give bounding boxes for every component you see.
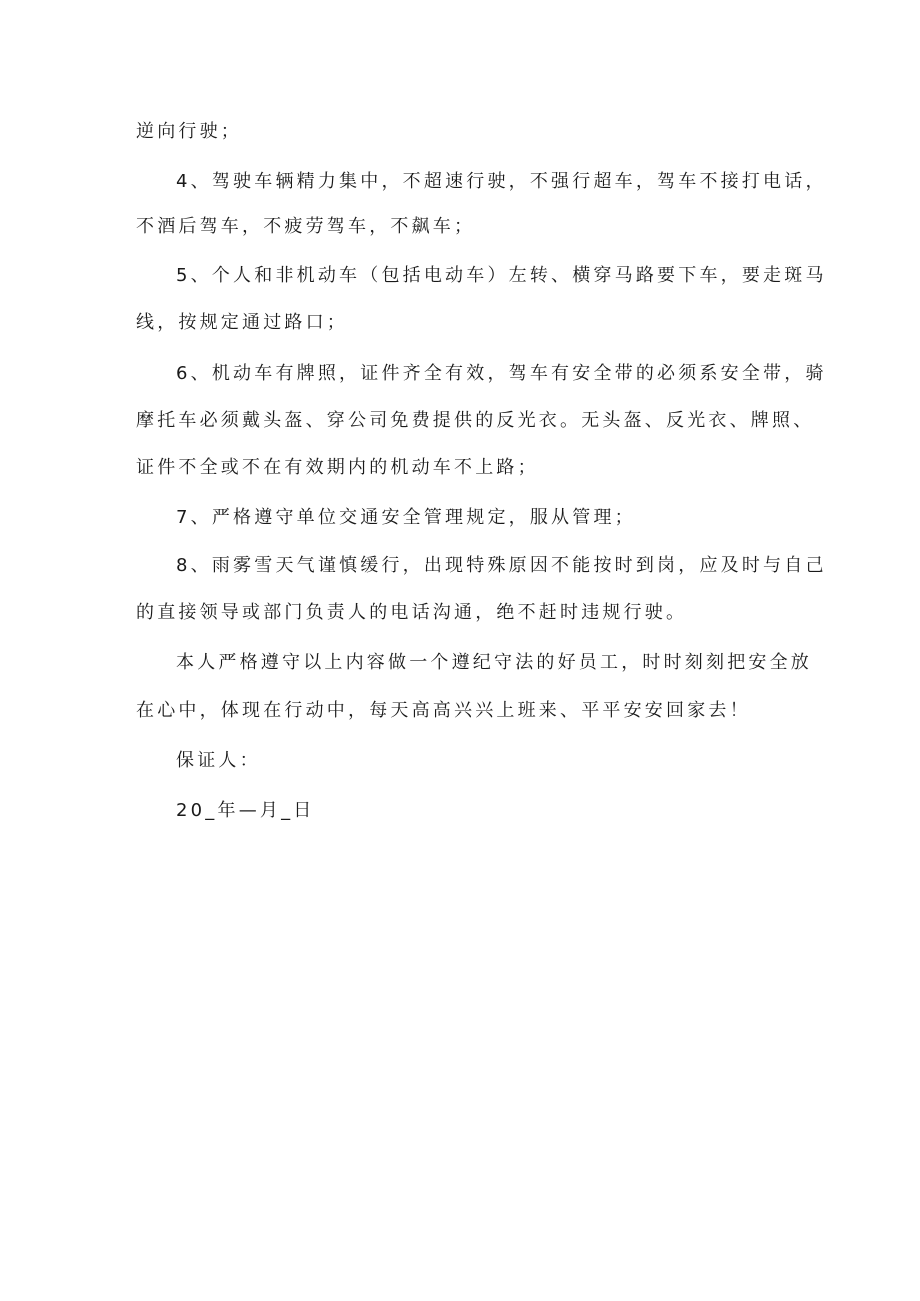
rule-4-line-1: 4、驾驶车辆精力集中，不超速行驶，不强行超车，驾车不接打电话， — [176, 171, 827, 192]
pledge-line-2: 在心中，体现在行动中，每天高高兴兴上班来、平平安安回家去！ — [136, 700, 751, 721]
pledge-line-1: 本人严格遵守以上内容做一个遵纪守法的好员工，时时刻刻把安全放 — [176, 652, 812, 673]
rule-8-line-2: 的直接领导或部门负责人的电话沟通，绝不赶时违规行驶。 — [136, 602, 688, 623]
rule-6-line-2: 摩托车必须戴头盔、穿公司免费提供的反光衣。无头盔、反光衣、牌照、 — [136, 410, 815, 431]
text-line-continuation: 逆向行驶； — [136, 121, 242, 142]
rule-6-line-3: 证件不全或不在有效期内的机动车不上路； — [136, 457, 539, 478]
guarantor-label: 保证人： — [176, 750, 261, 771]
rule-5-line-1: 5、个人和非机动车（包括电动车）左转、横穿马路要下车，要走斑马 — [176, 265, 827, 286]
date-line: 20_年—月_日 — [176, 800, 315, 821]
rule-4-line-2: 不酒后驾车，不疲劳驾车，不飙车； — [136, 216, 476, 237]
rule-6-line-1: 6、机动车有牌照，证件齐全有效，驾车有安全带的必须系安全带，骑 — [176, 363, 827, 384]
rule-7-line-1: 7、严格遵守单位交通安全管理规定，服从管理； — [176, 507, 636, 528]
rule-5-line-2: 线，按规定通过路口； — [136, 312, 348, 333]
rule-8-line-1: 8、雨雾雪天气谨慎缓行，出现特殊原因不能按时到岗，应及时与自己 — [176, 555, 827, 576]
